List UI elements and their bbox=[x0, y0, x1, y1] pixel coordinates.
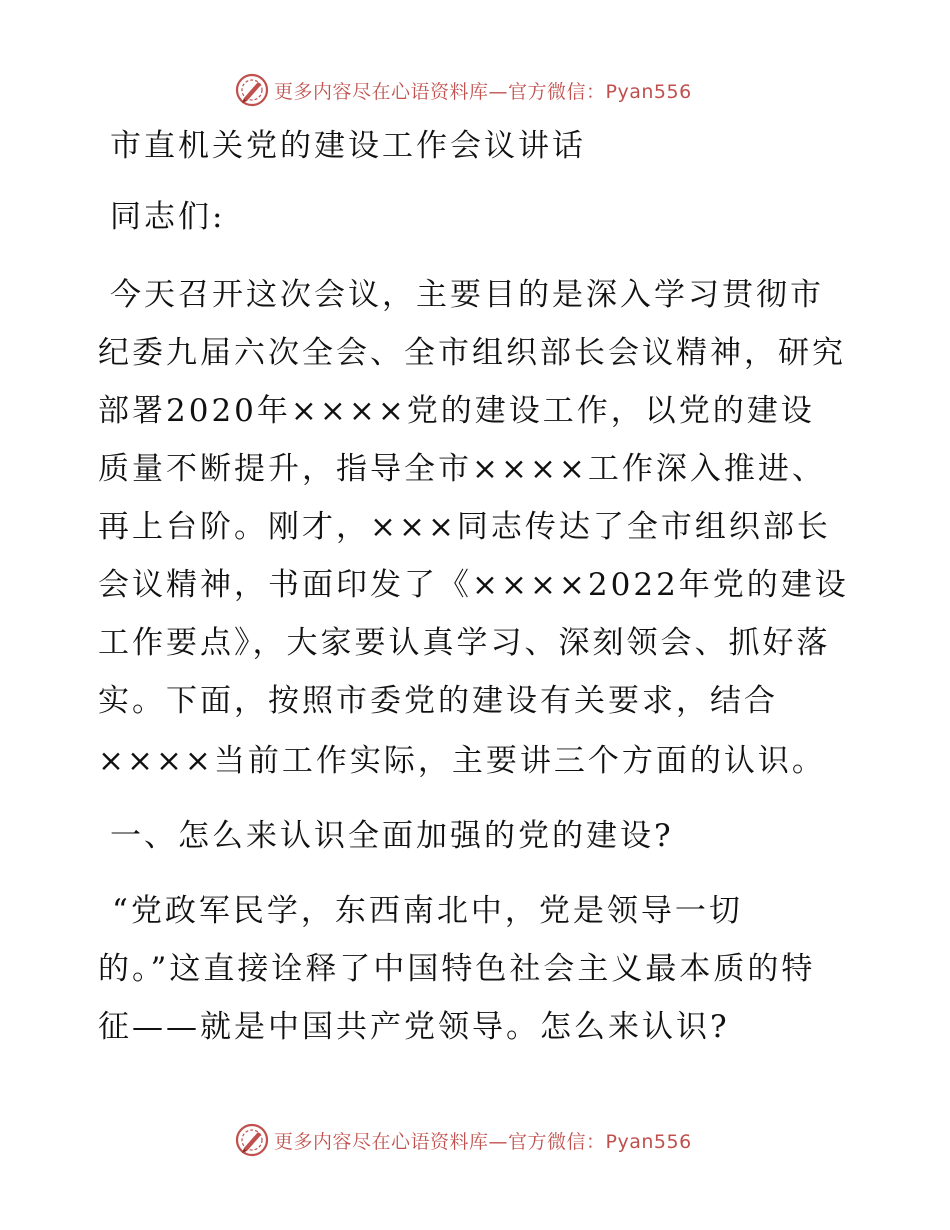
paragraph-line: 今天召开这次会议，主要目的是深入学习贯彻市 bbox=[110, 277, 824, 313]
pen-logo-icon bbox=[234, 1122, 270, 1158]
document-title: 市直机关党的建设工作会议讲话 bbox=[110, 128, 586, 164]
salutation: 同志们: bbox=[110, 199, 226, 235]
paragraph-line: 会议精神，书面印发了《××××2022年党的建设 bbox=[98, 567, 849, 603]
paragraph-line: “党政军民学，东西南北中，党是领导一切 bbox=[112, 893, 743, 929]
paragraph-line: 征——就是中国共产党领导。怎么来认识? bbox=[98, 1009, 730, 1045]
paragraph-line: 质量不断提升，指导全市××××工作深入推进、 bbox=[98, 451, 826, 487]
paragraph-line: 工作要点》，大家要认真学习、深刻领会、抓好落 bbox=[98, 625, 831, 661]
watermark-header bbox=[234, 70, 692, 110]
section-heading-1: 一、怎么来认识全面加强的党的建设? bbox=[110, 818, 674, 854]
paragraph-line: 的。”这直接诠释了中国特色社会主义最本质的特 bbox=[98, 951, 816, 987]
paragraph-line: 部署2020年××××党的建设工作，以党的建设 bbox=[98, 393, 815, 429]
watermark-footer bbox=[234, 1120, 692, 1160]
paragraph-line: ××××当前工作实际，主要讲三个方面的认识。 bbox=[98, 743, 826, 779]
paragraph-line: 实。下面，按照市委党的建设有关要求，结合 bbox=[98, 683, 778, 719]
paragraph-line: 纪委九届六次全会、全市组织部长会议精神，研究 bbox=[98, 335, 846, 371]
paragraph-line: 再上台阶。刚才，×××同志传达了全市组织部长 bbox=[98, 509, 831, 545]
pen-logo-icon bbox=[234, 72, 270, 108]
watermark-text: 更多内容尽在心语资料库—官方微信：Pyan556 bbox=[274, 80, 692, 103]
watermark-text: 更多内容尽在心语资料库—官方微信：Pyan556 bbox=[274, 1130, 692, 1153]
